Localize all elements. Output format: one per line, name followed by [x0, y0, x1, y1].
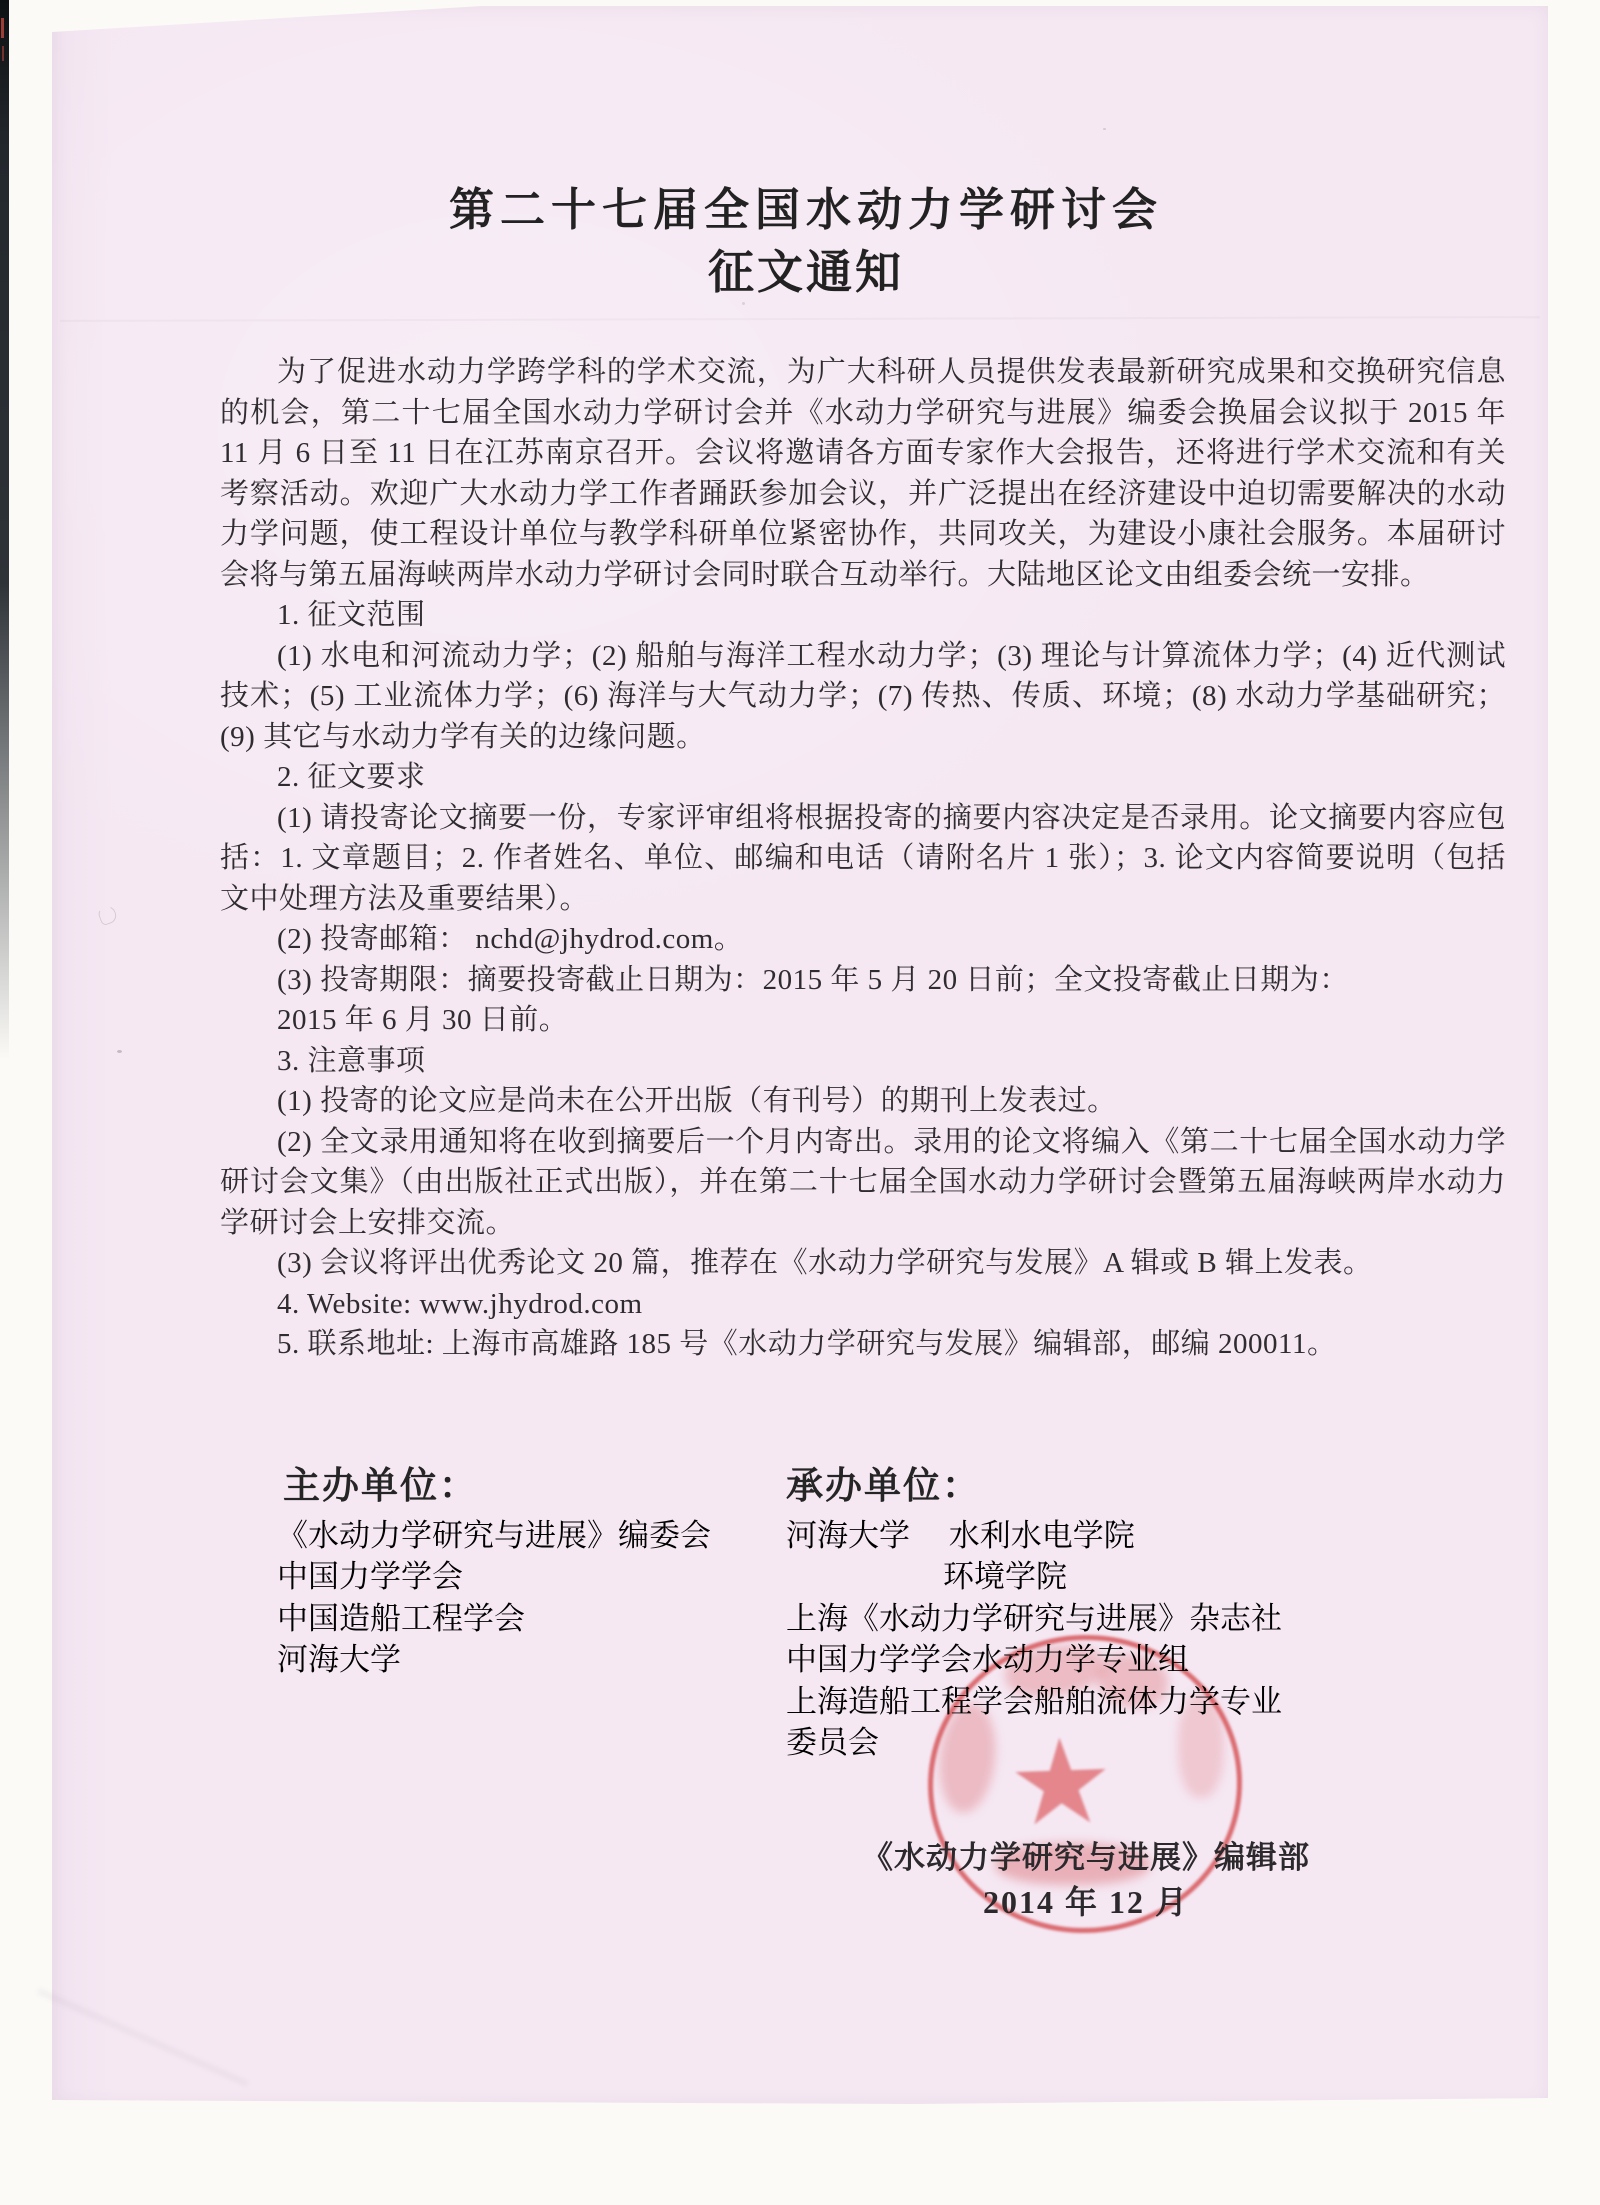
title-line-1: 第二十七届全国水动力学研讨会	[448, 185, 1163, 235]
host-organization-item: 《水动力学研究与进展》编委会	[277, 1518, 711, 1553]
undertaker-organization-item: 河海大学 水利水电学院	[786, 1518, 1135, 1553]
title-line-2: 征文通知	[708, 247, 904, 298]
undertaker-organization-item: 上海造船工程学会船舶流体力学专业	[786, 1683, 1282, 1719]
paragraph: 1. 征文范围	[277, 599, 426, 631]
star-icon: ★	[1005, 1711, 1117, 1853]
document-title	[52, 178, 1560, 304]
paragraph: 5. 联系地址: 上海市高雄路 185 号《水动力学研究与发展》编辑部，邮编 200011。	[277, 1328, 1337, 1360]
dust-speck	[1103, 128, 1106, 130]
scanner-edge-strip	[0, 0, 9, 1060]
paragraph: (2) 投寄邮箱： nchd@jhydrod.com。	[277, 923, 744, 955]
host-organization-item: 河海大学	[277, 1642, 401, 1678]
paragraph: (1) 投寄的论文应是尚未在公开出版（有刊号）的期刊上发表过。	[277, 1085, 1117, 1117]
paragraph: 3. 注意事项	[277, 1044, 426, 1077]
signature-block	[786, 1836, 1386, 1924]
red-edge-mark	[2, 46, 4, 61]
red-edge-mark	[1, 18, 4, 38]
host-organizations-list	[277, 1515, 757, 1681]
dust-speck	[117, 1050, 122, 1053]
paragraph: (3) 会议将评出优秀论文 20 篇，推荐在《水动力学研究与发展》A 辑或 B 辑上发表。	[277, 1247, 1373, 1279]
paragraph: 4. Website: www.jhydrod.com	[277, 1287, 643, 1320]
undertaker-organization-item: 委员会	[786, 1725, 879, 1761]
paragraph: (1) 水电和河流动力学；(2) 船舶与海洋工程水动力学；(3) 理论与计算流体力学；(4) 近代测试技术；(5) 工业流体力学；(6) 海洋与大气动力学；(7) 传热、传质、环境；(8) 水动力学基础研究；(9) 其它与水动力学有关的边缘问题。	[220, 639, 1506, 753]
paragraph: (2) 全文录用通知将在收到摘要后一个月内寄出。录用的论文将编入《第二十七届全国水动力学研讨会文集》（由出版社正式出版），并在第二十七届全国水动力学研讨会暨第五届海峡两岸水动力学研讨会上安排交流。	[220, 1125, 1506, 1239]
issue-date: 2014 年 12 月	[982, 1884, 1189, 1920]
paragraph: (3) 投寄期限：摘要投寄截止日期为：2015 年 5 月 20 日前；全文投寄截止日期为：	[277, 963, 1349, 996]
paragraph: (1) 请投寄论文摘要一份，专家评审组将根据投寄的摘要内容决定是否录用。论文摘要内容应包括：1. 文章题目；2. 作者姓名、单位、邮编和电话（请附名片 1 张）；3. 论文内容简要说明（包括文中处理方法及重要结果）。	[220, 801, 1506, 915]
undertaker-organization-item: 中国力学学会水动力学专业组	[786, 1642, 1189, 1678]
body-text	[220, 352, 1506, 1365]
host-organization-item: 中国造船工程学会	[277, 1600, 525, 1636]
undertaker-organization-item: 环境学院	[943, 1559, 1067, 1595]
undertaker-organizations-label: 承办单位：	[786, 1465, 981, 1506]
undertaker-organizations-list	[786, 1515, 1426, 1763]
paragraph: 2015 年 6 月 30 日前。	[277, 1004, 569, 1036]
issuing-department: 《水动力学研究与进展》编辑部	[862, 1840, 1310, 1875]
paragraph: 2. 征文要求	[277, 761, 426, 793]
host-organizations-label: 主办单位：	[283, 1465, 478, 1506]
undertaker-organization-item: 上海《水动力学研究与进展》杂志社	[786, 1600, 1282, 1636]
host-organization-item: 中国力学学会	[277, 1559, 463, 1595]
paragraph: 为了促进水动力学跨学科的学术交流，为广大科研人员提供发表最新研究成果和交换研究信息的机会，第二十七届全国水动力学研讨会并《水动力学研究与进展》编委会换届会议拟于 2015 年 11 月 6 日至 11 日在江苏南京召开。会议将邀请各方面专家作大会报告，还将进行学术交流和有关考察活动。欢迎广大水动力学工作者踊跃参加会议，并广泛提出在经济建设中迫切需要解决的水动力学问题，使工程设计单位与教学科研单位紧密协作，共同攻关，为建设小康社会服务。本届研讨会将与第五届海峡两岸水动力学研讨会同时联合互动举行。大陆地区论文由组委会统一安排。	[220, 356, 1506, 591]
